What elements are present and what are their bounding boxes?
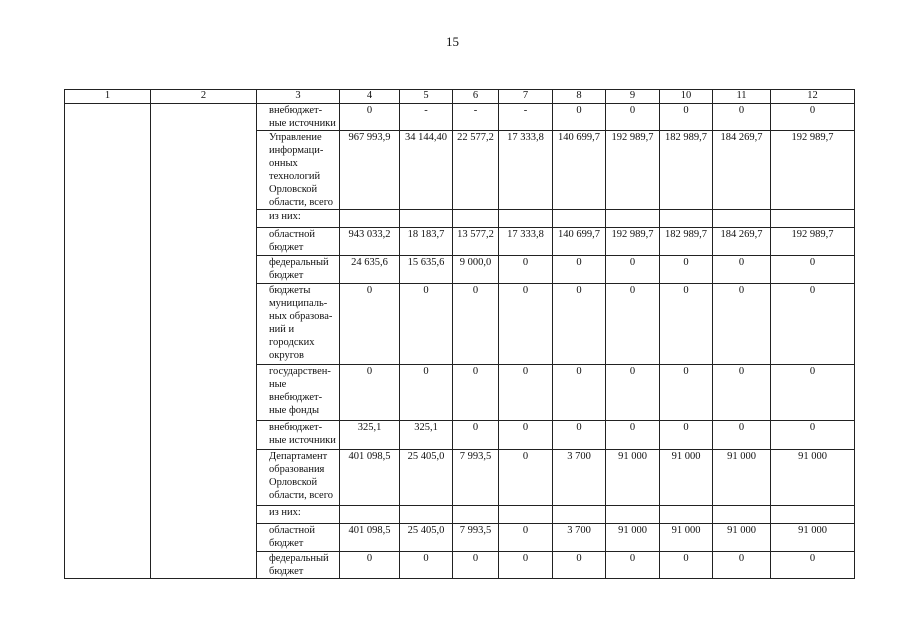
row-label: федеральный бюджет bbox=[257, 552, 340, 579]
empty-cell bbox=[151, 421, 257, 450]
table-row bbox=[65, 524, 855, 552]
column-header: 9 bbox=[606, 90, 660, 104]
value-cell: 0 bbox=[606, 421, 660, 450]
value-cell: 192 989,7 bbox=[771, 131, 855, 210]
value-cell bbox=[606, 210, 660, 228]
value-cell: 0 bbox=[660, 421, 713, 450]
table-row bbox=[65, 104, 855, 131]
column-header: 11 bbox=[713, 90, 771, 104]
value-cell: 0 bbox=[553, 421, 606, 450]
column-header: 6 bbox=[453, 90, 499, 104]
empty-cell bbox=[65, 256, 151, 284]
empty-cell bbox=[65, 506, 151, 524]
table-body bbox=[65, 104, 855, 579]
value-cell: 91 000 bbox=[660, 450, 713, 506]
value-cell: 182 989,7 bbox=[660, 228, 713, 256]
value-cell: 0 bbox=[499, 256, 553, 284]
value-cell: 0 bbox=[606, 365, 660, 421]
value-cell: 0 bbox=[499, 365, 553, 421]
value-cell: 0 bbox=[713, 256, 771, 284]
value-cell: 0 bbox=[660, 365, 713, 421]
value-cell: 0 bbox=[553, 552, 606, 579]
budget-table bbox=[64, 89, 855, 579]
value-cell bbox=[553, 210, 606, 228]
empty-cell bbox=[65, 421, 151, 450]
page-number: 15 bbox=[446, 34, 459, 49]
column-header: 10 bbox=[660, 90, 713, 104]
table-row bbox=[65, 365, 855, 421]
value-cell: 184 269,7 bbox=[713, 228, 771, 256]
value-cell: 0 bbox=[553, 104, 606, 131]
value-cell: 0 bbox=[340, 552, 400, 579]
value-cell: 17 333,8 bbox=[499, 228, 553, 256]
empty-cell bbox=[151, 506, 257, 524]
value-cell: 34 144,40 bbox=[400, 131, 453, 210]
row-label: государствен-ные внебюджет-ные фонды bbox=[257, 365, 340, 421]
value-cell: 91 000 bbox=[660, 524, 713, 552]
value-cell: 192 989,7 bbox=[606, 228, 660, 256]
value-cell: 0 bbox=[499, 450, 553, 506]
table-row bbox=[65, 131, 855, 210]
value-cell: 0 bbox=[771, 284, 855, 365]
value-cell: 91 000 bbox=[771, 524, 855, 552]
table-row bbox=[65, 284, 855, 365]
value-cell: 7 993,5 bbox=[453, 524, 499, 552]
value-cell: 22 577,2 bbox=[453, 131, 499, 210]
value-cell: 0 bbox=[453, 421, 499, 450]
value-cell: 0 bbox=[340, 365, 400, 421]
table-row bbox=[65, 421, 855, 450]
value-cell: 943 033,2 bbox=[340, 228, 400, 256]
value-cell: 0 bbox=[606, 104, 660, 131]
value-cell: 13 577,2 bbox=[453, 228, 499, 256]
value-cell bbox=[453, 210, 499, 228]
value-cell bbox=[340, 506, 400, 524]
value-cell bbox=[453, 506, 499, 524]
value-cell: 0 bbox=[660, 256, 713, 284]
value-cell: 0 bbox=[771, 552, 855, 579]
row-label: областной бюджет bbox=[257, 228, 340, 256]
value-cell: 0 bbox=[553, 256, 606, 284]
empty-cell bbox=[151, 256, 257, 284]
empty-cell bbox=[151, 365, 257, 421]
value-cell: 0 bbox=[340, 284, 400, 365]
value-cell: 0 bbox=[713, 104, 771, 131]
empty-cell bbox=[151, 284, 257, 365]
value-cell: - bbox=[453, 104, 499, 131]
table-row bbox=[65, 506, 855, 524]
value-cell: 967 993,9 bbox=[340, 131, 400, 210]
value-cell: 3 700 bbox=[553, 450, 606, 506]
column-header: 2 bbox=[151, 90, 257, 104]
column-header: 1 bbox=[65, 90, 151, 104]
row-label: внебюджет-ные источники bbox=[257, 421, 340, 450]
value-cell: 91 000 bbox=[606, 524, 660, 552]
value-cell: 0 bbox=[499, 524, 553, 552]
value-cell bbox=[400, 506, 453, 524]
value-cell: 0 bbox=[771, 421, 855, 450]
empty-cell bbox=[65, 104, 151, 131]
value-cell: 24 635,6 bbox=[340, 256, 400, 284]
empty-cell bbox=[151, 131, 257, 210]
value-cell bbox=[606, 506, 660, 524]
value-cell: 0 bbox=[553, 284, 606, 365]
value-cell: 0 bbox=[499, 421, 553, 450]
column-header: 12 bbox=[771, 90, 855, 104]
empty-cell bbox=[151, 552, 257, 579]
row-label: Управление информаци-онных технологий Орловской области, всего bbox=[257, 131, 340, 210]
value-cell bbox=[713, 506, 771, 524]
value-cell: - bbox=[499, 104, 553, 131]
value-cell bbox=[340, 210, 400, 228]
row-label: бюджеты муниципаль-ных образова-ний и городских округов bbox=[257, 284, 340, 365]
empty-cell bbox=[65, 228, 151, 256]
value-cell: 0 bbox=[340, 104, 400, 131]
value-cell: 0 bbox=[713, 365, 771, 421]
value-cell: 0 bbox=[660, 104, 713, 131]
value-cell: 9 000,0 bbox=[453, 256, 499, 284]
value-cell: 182 989,7 bbox=[660, 131, 713, 210]
value-cell: 140 699,7 bbox=[553, 228, 606, 256]
empty-cell bbox=[65, 210, 151, 228]
column-header: 3 bbox=[257, 90, 340, 104]
value-cell: 91 000 bbox=[606, 450, 660, 506]
empty-cell bbox=[65, 552, 151, 579]
value-cell bbox=[499, 506, 553, 524]
value-cell: 18 183,7 bbox=[400, 228, 453, 256]
empty-cell bbox=[151, 524, 257, 552]
value-cell bbox=[553, 506, 606, 524]
empty-cell bbox=[151, 104, 257, 131]
value-cell: 0 bbox=[771, 365, 855, 421]
column-header: 7 bbox=[499, 90, 553, 104]
value-cell bbox=[771, 506, 855, 524]
header-row bbox=[65, 90, 855, 104]
value-cell: 0 bbox=[400, 365, 453, 421]
value-cell: 0 bbox=[660, 284, 713, 365]
value-cell: 0 bbox=[606, 256, 660, 284]
empty-cell bbox=[151, 210, 257, 228]
value-cell: 0 bbox=[499, 284, 553, 365]
value-cell bbox=[713, 210, 771, 228]
value-cell: 0 bbox=[771, 104, 855, 131]
value-cell: 401 098,5 bbox=[340, 524, 400, 552]
table-row bbox=[65, 210, 855, 228]
value-cell: 91 000 bbox=[771, 450, 855, 506]
value-cell bbox=[660, 210, 713, 228]
empty-cell bbox=[151, 228, 257, 256]
value-cell: 91 000 bbox=[713, 524, 771, 552]
row-label: из них: bbox=[257, 506, 340, 524]
value-cell: 0 bbox=[713, 421, 771, 450]
value-cell: 25 405,0 bbox=[400, 450, 453, 506]
value-cell: 401 098,5 bbox=[340, 450, 400, 506]
row-label: федеральный бюджет bbox=[257, 256, 340, 284]
table-row bbox=[65, 228, 855, 256]
empty-cell bbox=[65, 131, 151, 210]
empty-cell bbox=[65, 365, 151, 421]
value-cell: 91 000 bbox=[713, 450, 771, 506]
value-cell bbox=[660, 506, 713, 524]
value-cell bbox=[400, 210, 453, 228]
empty-cell bbox=[65, 524, 151, 552]
empty-cell bbox=[65, 450, 151, 506]
value-cell: 184 269,7 bbox=[713, 131, 771, 210]
value-cell: 0 bbox=[606, 552, 660, 579]
value-cell: 0 bbox=[453, 365, 499, 421]
empty-cell bbox=[151, 450, 257, 506]
row-label: внебюджет-ные источники bbox=[257, 104, 340, 131]
value-cell: 15 635,6 bbox=[400, 256, 453, 284]
value-cell: 325,1 bbox=[340, 421, 400, 450]
value-cell bbox=[771, 210, 855, 228]
table-row bbox=[65, 256, 855, 284]
value-cell: 0 bbox=[453, 552, 499, 579]
value-cell: 0 bbox=[660, 552, 713, 579]
row-label: Департамент образования Орловской области, всего bbox=[257, 450, 340, 506]
value-cell bbox=[499, 210, 553, 228]
column-header: 4 bbox=[340, 90, 400, 104]
empty-cell bbox=[65, 284, 151, 365]
value-cell: 192 989,7 bbox=[771, 228, 855, 256]
value-cell: 3 700 bbox=[553, 524, 606, 552]
value-cell: 140 699,7 bbox=[553, 131, 606, 210]
value-cell: 0 bbox=[499, 552, 553, 579]
value-cell: 17 333,8 bbox=[499, 131, 553, 210]
table-row bbox=[65, 552, 855, 579]
column-header: 8 bbox=[553, 90, 606, 104]
value-cell: 0 bbox=[453, 284, 499, 365]
value-cell: 7 993,5 bbox=[453, 450, 499, 506]
value-cell: 0 bbox=[400, 284, 453, 365]
value-cell: 325,1 bbox=[400, 421, 453, 450]
row-label: из них: bbox=[257, 210, 340, 228]
row-label: областной бюджет bbox=[257, 524, 340, 552]
value-cell: 192 989,7 bbox=[606, 131, 660, 210]
value-cell: 0 bbox=[771, 256, 855, 284]
value-cell: 0 bbox=[606, 284, 660, 365]
value-cell: 0 bbox=[713, 552, 771, 579]
table-row bbox=[65, 450, 855, 506]
value-cell: 0 bbox=[553, 365, 606, 421]
value-cell: 0 bbox=[400, 552, 453, 579]
value-cell: 0 bbox=[713, 284, 771, 365]
value-cell: - bbox=[400, 104, 453, 131]
value-cell: 25 405,0 bbox=[400, 524, 453, 552]
column-header: 5 bbox=[400, 90, 453, 104]
